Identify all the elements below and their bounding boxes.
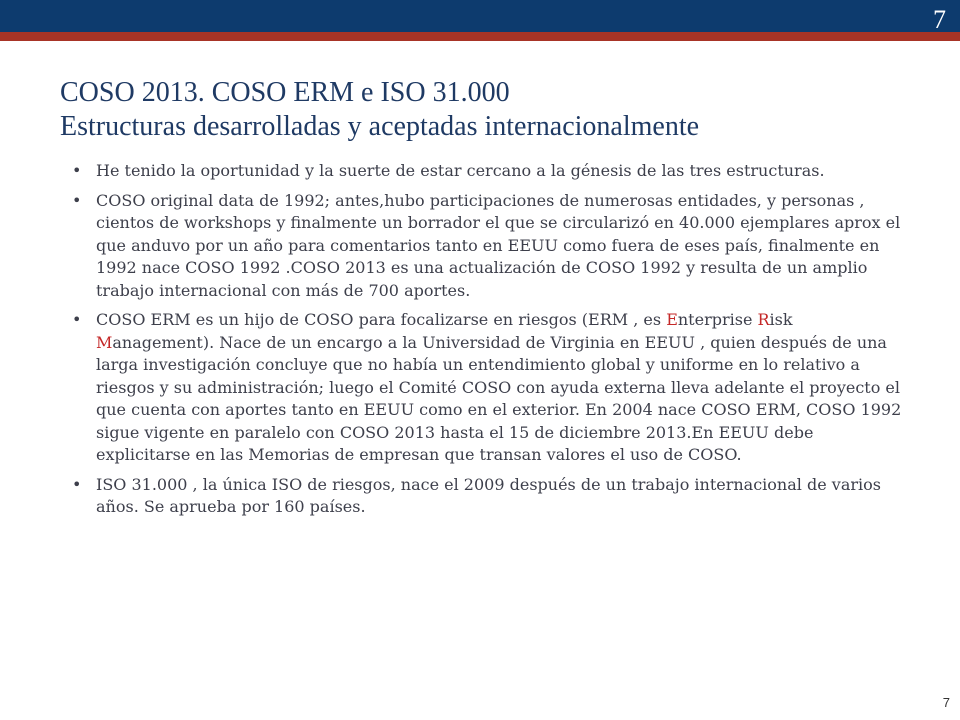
list-item	[72, 474, 912, 519]
bullet-icon: •	[72, 474, 82, 494]
erm-text-3: isk	[769, 310, 793, 329]
header-accent-line	[0, 32, 960, 41]
bullet-text: ISO 31.000 , la única ISO de riesgos, nace el 2009 después de un trabajo internacional de varios años. Se aprueba por 160 países.	[96, 474, 881, 516]
bullet-icon: •	[72, 310, 82, 329]
page-number-top: 7	[933, 5, 946, 34]
bullet-text: COSO original data de 1992; antes,hubo participaciones de numerosas entidades, y personas , cientos de workshops y finalmente un borrador el que se circularizó en 40.000 ejemplares aprox el que anduvo por un año para comentarios tanto en EEUU como fuera de eses país, finalmente en 1992 nace COSO 1992 .COSO 2013 es una actualización de COSO 1992 y resulta de un amplio trabajo internacional con más de 700 aportes.	[96, 190, 901, 300]
list-item	[72, 309, 912, 467]
bullet-text	[96, 310, 901, 464]
title-line-1: COSO 2013. COSO ERM e ISO 31.000	[60, 77, 510, 108]
erm-letter-m: M	[96, 332, 113, 352]
bullet-text: He tenido la oportunidad y la suerte de estar cercano a la génesis de las tres estructuras.	[96, 161, 825, 180]
bullet-list	[72, 160, 912, 526]
erm-text-1: COSO ERM es un hijo de COSO para focalizarse en riesgos (ERM , es	[96, 310, 667, 329]
erm-letter-r: R	[757, 310, 770, 329]
erm-letter-e: E	[666, 310, 678, 329]
list-item	[72, 190, 912, 303]
header-band	[0, 0, 960, 32]
list-item	[72, 160, 912, 183]
bullet-icon: •	[72, 161, 82, 180]
page-number-bottom: 7	[942, 695, 950, 710]
erm-text-2: nterprise	[677, 310, 758, 329]
title-line-2: Estructuras desarrolladas y aceptadas internacionalmente	[60, 111, 700, 142]
slide-title	[60, 76, 940, 144]
bullet-icon: •	[72, 190, 82, 210]
erm-text-4: anagement). Nace de un encargo a la Universidad de Virginia en EEUU , quien después de una larga investigación concluye que no había un entendimiento global y uniforme en lo relativo a riesgos y su administración; luego el Comité COSO con ayuda externa lleva adelante el proyecto el que cuenta con aportes tanto en EEUU como en el exterior. En 2004 nace COSO ERM, COSO 1992 sigue vigente en paralelo con COSO 2013 hasta el 15 de diciembre 2013.En EEUU debe explicitarse en las Memorias de empresan que transan valores el uso de COSO.	[96, 332, 902, 464]
